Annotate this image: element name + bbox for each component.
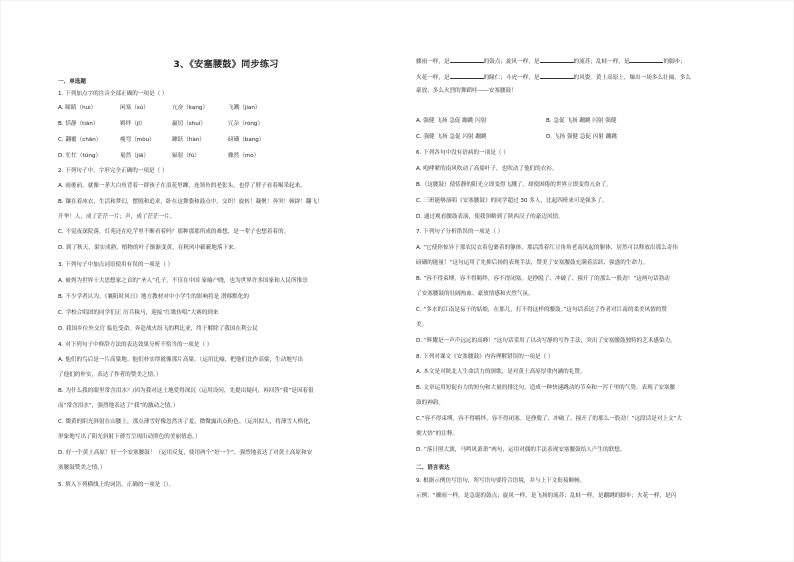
q1-stem: 1. 下列加点字的注音全部正确的一项是（ ）: [58, 91, 168, 97]
q6-option-c: C. 三班能够演唱《安塞腰鼓》的同学超过 30 多人，比起四班来可是强多了。: [416, 198, 608, 204]
answer-blank-5[interactable]: [540, 73, 574, 79]
fill-text-6: 的瞳仁；斗虎一样，是: [483, 75, 540, 81]
q8-stem: 8. 下列对课文《安塞腰鼓》内容理解错误的一项是（ ）: [416, 354, 554, 360]
q8-option-d: D. “落日照大旗，马鸣风萧萧”两句，运用对偶的手法表现安塞腰鼓给人产生的联想。: [416, 447, 626, 453]
answer-blank-3[interactable]: [629, 57, 663, 63]
q2-option-a: A. 雨後前，就像一茅大白鱼背着一群孩子在浪花里蹿，连领鱼的老张头，也俘了脖子看着喝采起来。: [58, 183, 306, 189]
page-title: 3、《安塞腰鼓》同步练习: [173, 59, 279, 70]
q7-option-b-line2: 了安塞腰鼓的壮阔热血、豪放情感和火烈气氛。: [416, 291, 534, 297]
q5-fill-line2: [416, 73, 691, 82]
q1-option-a-3: 亢奋（kang）: [172, 105, 209, 111]
q1-option-d-2: 戛然（jiā）: [120, 153, 149, 159]
q7-option-d: D. “辉耀是一声声远远的高峰！”这句话采用了以动写静的写作手法，突出了安塞腰鼓独特的艺术感染力。: [416, 338, 676, 344]
fill-text-4: 的脚步；: [663, 59, 686, 65]
q4-option-a-line2: 了他们的朴实，表达了作者的赞美之情。）: [58, 372, 162, 378]
q3-option-a: A. 被列为世界十大思想家之首的“圣人”孔子，不仅在中国 家喻户晓，也为世界许多国家和人民所推崇: [58, 278, 308, 284]
q7-option-a-line1: A. “它使你惊异于那农民衣着包裹着的躯体，那活泼着红豆角角老南风起的躯体，居然可以释放出那么奇伟: [416, 245, 678, 251]
q2-option-c: C. 不觉夜深院落，灯苑还在吃芋里不断看着吗？那种那那所成的难想，是一辈子也想着着的。: [58, 229, 290, 235]
q1-option-b-4: 冗杂（róng）: [228, 121, 264, 127]
fill-text-5: 火花一样，是: [416, 75, 450, 81]
q5-option-a: A. 强健 飞扬 急促 蹦跳 闪射: [416, 118, 487, 124]
answer-blank-4[interactable]: [450, 73, 484, 79]
q5-stem: 5. 填入下列横线上的词语，正确的一项是（）。: [58, 482, 175, 488]
q1-option-b-2: 羁绊（jī）: [120, 121, 146, 127]
q4-option-c-line2: 形象地写出了阳光斜射下薄雪呈现出动照色的美丽情态。）: [58, 434, 201, 440]
answer-blank-2[interactable]: [540, 57, 574, 63]
q1-option-c-4: 磅礴（bang）: [228, 137, 265, 143]
q8-option-a: A. 本文是对陕北人生命活力的颂歌，是对黄土高原厚重内涵的礼赞。: [416, 369, 586, 375]
q7-option-b-line1: B. “容不得束缚，容不得羁绊，容不得闭塞。是挣脱了、冲破了、撞开了的那么一股劲！”这两句话勃动: [416, 276, 670, 282]
fill-text-3: 的流苏；乱蛙一样，是: [573, 59, 630, 65]
q4-option-c-line1: C. 微黄的阳光斜射在山腰上，那点薄雪好像忽然害了羞，微微露出点粉色。（运用拟人，将薄雪人格化，: [58, 419, 315, 425]
q2-option-b-line2: 升华！人，成了茫茫一片；声，成了茫茫一片。: [58, 214, 176, 220]
q1-option-c-1: C. 翻覆（chān）: [58, 137, 102, 143]
q1-option-d-1: D. 忙忙（tūng）: [58, 153, 102, 159]
q5-fill-line3: 豪放、多么火烈的舞蹈哇——安塞腰鼓！: [416, 88, 517, 94]
q9-stem: 9. 根据示例仿写语句，所写语句要符合语境，并与上下文衔接顺畅。: [416, 478, 586, 484]
fill-text-1: 骤雨一样，是: [416, 59, 450, 65]
q6-stem: 6. 下列各句中没有语病的一项是（ ）: [416, 150, 509, 156]
q4-stem: 4. 对下列句子中修辞方法的表达效果分析不恰当的一项是（ ）: [58, 342, 213, 348]
q7-option-c-line1: C. “多水的江南是易于的姑娘，在那儿，打不得这样的腰鼓。”这句话表达了作者对江南的柔美风情的赞: [416, 307, 667, 313]
q3-option-c: C. 学校合唱团的同学们正 厉兵秣马，迎接“红歌传唱”大赛的到来: [58, 310, 219, 316]
q2-option-b-line1: B. 镶在着冰衣，生活和梦幻，摆脱和追求，卧在这舞姿和鼓点中，交织！旋转！凝聚！奔突！顿辟！翻飞！: [58, 199, 323, 205]
q5-option-b: B. 急促 飞扬 蹦跳 闪射 强健: [546, 118, 617, 124]
q3-option-d: D. 我国乡位外交官 临危受命，奔赴战火纷飞的利比亚，终于解除了我国在利公民: [58, 326, 258, 332]
q3-stem: 3. 下列句子中加点词语使用有误的一项是（ ）: [58, 262, 174, 268]
q6-option-a: A. 咆哮紧的南风吹动了高粱叶子，也吹动了他们的衣衫。: [416, 166, 558, 172]
q5-option-c: C. 强健 飞扬 急促 闪射 蹦跳: [416, 134, 487, 140]
q4-option-a-line1: A. 他们的鸟后是一片高粱地。他们朴实得就像那片高粱。（运用比喻，把他们比作高粱，生动地写出: [58, 357, 304, 363]
q7-stem: 7. 下列句子分析错误的一项是（ ）: [416, 229, 504, 235]
q4-option-d-line1: D. 好一个黄土高原！好一个安塞腰鼓！（运用反复，使用两个“好一个”，强烈地表达了对黄土高原和安: [58, 450, 313, 456]
q6-option-d: D. 通过观看腰鼓表演，使我领略到了陕西汉子的豪迈风情。: [416, 214, 564, 220]
q1-option-a-1: A. 瞳睛（hui）: [58, 105, 97, 111]
section-heading-single-choice: 一、单选题: [58, 79, 86, 85]
q8-option-b-line1: B. 文章运用短促有力的短句和大量的排比句，造成一种快速跳动的节奏和一泻千里的气势，表现了安塞腰: [416, 385, 676, 391]
q7-option-c-line2: 美。: [416, 322, 428, 328]
q4-option-b-line1: B. 为什么我的眼里常含泪水？/因为我对这土地爱得深沉（运用设问，先提出疑问，再回答“我”是因着很: [58, 388, 314, 394]
q1-option-b-3: 羸切（shuí）: [172, 121, 206, 127]
q7-option-a-line2: 磅礴的能量！”这句运用了先抑后扬的表现手法，赞美了安塞腰鼓充满着活跃、强盛的生命力。: [416, 260, 649, 266]
q1-option-c-2: 瘦弯（mòu）: [120, 137, 155, 143]
q8-option-c-line1: C.“容不得束缚，容不得羁绊，容不得闭塞。是挣脱了、冲破了、撞开了的那么一股劲！”这段话是对上文“大: [416, 416, 683, 422]
q1-option-d-4: 骤然（mò）: [228, 153, 260, 159]
q4-option-d-line2: 塞腰鼓赞美之情。）: [58, 465, 106, 471]
q8-option-b-line2: 鼓的神韵。: [416, 400, 444, 406]
q1-option-a-2: 闲塞（sù）: [120, 105, 149, 111]
q1-option-b-1: B. 恬静（tián）: [58, 121, 99, 127]
q1-option-d-3: 辐射（fú）: [172, 153, 200, 159]
q3-option-b: B. 不少学者认为，《襄阳时风日》地方教材对中小学生的影响将是 潜移默化的: [58, 294, 249, 300]
q1-option-a-4: 飞溅（jian）: [228, 105, 261, 111]
q4-option-b-line2: 而“常含泪水”，强烈地表达了“我”的激动之情。）: [58, 403, 179, 409]
q5-fill-line1: [416, 57, 686, 66]
q2-option-d: D. 到了秋天，果实成熟，植物的叶子渐渐变黄，在秋风中簌簌地落下来。: [58, 245, 240, 251]
q8-option-c-line2: 彻大悟”的注释。: [416, 431, 459, 437]
fill-text-2: 的鼓点；旋风一样，是: [483, 59, 540, 65]
answer-blank-1[interactable]: [450, 57, 484, 63]
q9-example: 示例：“骤雨一样，是急促的鼓点；旋风一样，是飞扬的流苏；乱蛙一样，是蹦跳的脚步；火花一样，是闪: [416, 493, 677, 499]
q5-option-d: D. 飞扬 强健 急促 闪射 蹦跳: [546, 134, 617, 140]
q6-option-b: B.（这腰鼓）使恬静的阳光立即变得飞溅了，却使困倦的世界立即变得亢奋了。: [416, 182, 612, 188]
q2-stem: 2. 下列句子中，字形完全正确的一项是（ ）: [58, 168, 168, 174]
fill-text-7: 的风姿。黄土高原上，爆出一场多么壮阔、多么: [573, 75, 692, 81]
section-heading-language: 二、语言表达: [416, 465, 450, 471]
q1-option-c-3: 蹿跃（hàn）: [172, 137, 205, 143]
